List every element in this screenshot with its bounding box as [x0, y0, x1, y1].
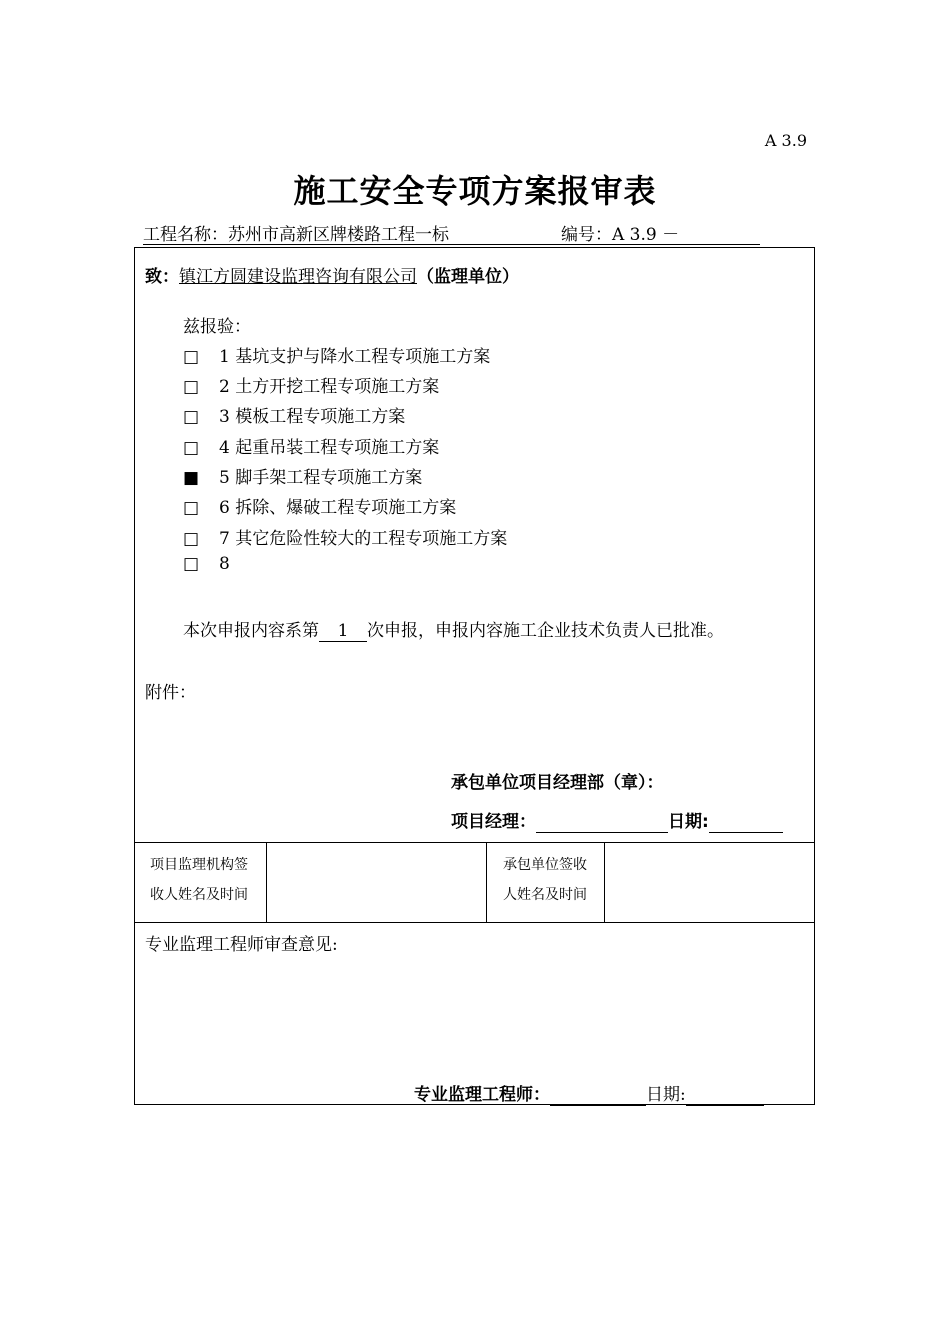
contractor-receipt-label-1: 承包单位签收: [503, 857, 587, 873]
plan-item: [183, 402, 405, 427]
plan-item-label: 3 模板工程专项施工方案: [219, 407, 406, 427]
plan-item: [183, 463, 422, 488]
to-label: 致：: [145, 267, 179, 287]
engineer-line: [414, 1080, 764, 1106]
checkbox[interactable]: □: [183, 554, 200, 574]
declaration-after: 次申报，申报内容施工企业技术负责人已批准。: [367, 621, 724, 641]
supervisor-receipt-label-1: 项目监理机构签: [150, 857, 248, 873]
checkbox[interactable]: □: [183, 438, 200, 458]
plan-item-label: 5 脚手架工程专项施工方案: [219, 468, 423, 488]
manager-line: [451, 807, 783, 833]
manager-signature-field[interactable]: [536, 812, 668, 833]
submission-section: [135, 248, 814, 843]
checkbox[interactable]: □: [183, 347, 200, 367]
manager-date-label: 日期:: [668, 812, 709, 832]
project-label: 工程名称：: [143, 225, 228, 245]
checkbox[interactable]: □: [183, 498, 200, 518]
receipt-section: [135, 843, 814, 923]
engineer-date-field[interactable]: [686, 1085, 764, 1106]
plan-item-label: 7 其它危险性较大的工程专项施工方案: [219, 529, 508, 549]
submit-intro: 兹报验：: [183, 317, 251, 337]
unit-suffix: （监理单位）: [417, 267, 519, 287]
supervisor-receipt-label-cell: [135, 843, 267, 922]
project-name: 苏州市高新区牌楼路工程一标: [228, 225, 449, 245]
page-title: 施工安全专项方案报审表: [293, 172, 657, 210]
plan-item-label: 8: [219, 554, 230, 574]
checkbox[interactable]: □: [183, 407, 200, 427]
plan-item: [183, 493, 456, 518]
plan-item: [183, 524, 507, 549]
submission-count[interactable]: 1: [319, 621, 367, 642]
review-opinion-label: 专业监理工程师审查意见:: [145, 935, 338, 955]
number-label: 编号：: [561, 225, 612, 245]
form-code: A 3.9: [764, 131, 807, 150]
checkbox[interactable]: □: [183, 529, 200, 549]
manager-date-field[interactable]: [709, 812, 783, 833]
plan-item-label: 6 拆除、爆破工程专项施工方案: [219, 498, 457, 518]
supervisor-receipt-value-cell[interactable]: [267, 843, 487, 922]
plan-item-label: 4 起重吊装工程专项施工方案: [219, 438, 440, 458]
contractor-dept-label: 承包单位项目经理部（章）：: [451, 773, 664, 793]
checkbox-checked[interactable]: ■: [183, 468, 200, 488]
plan-item-label: 1 基坑支护与降水工程专项施工方案: [219, 347, 491, 367]
contractor-receipt-value-cell[interactable]: [605, 843, 814, 922]
number-info: [561, 220, 679, 245]
plan-item: [183, 342, 490, 367]
project-info: [143, 220, 449, 245]
declaration: [183, 616, 724, 642]
checkbox[interactable]: □: [183, 377, 200, 397]
recipient-line: [145, 262, 519, 287]
approval-form: [134, 247, 815, 1105]
contractor-receipt-label-2: 人姓名及时间: [503, 887, 587, 903]
plan-item: [183, 433, 439, 458]
engineer-signature-field[interactable]: [550, 1085, 646, 1106]
manager-label: 项目经理：: [451, 812, 536, 832]
plan-item: [183, 554, 230, 574]
plan-item-label: 2 土方开挖工程专项施工方案: [219, 377, 440, 397]
attachment-label: 附件：: [145, 683, 196, 703]
engineer-date-label: 日期:: [646, 1085, 686, 1105]
declaration-before: 本次申报内容系第: [183, 621, 319, 641]
supervision-unit: 镇江方圆建设监理咨询有限公司: [179, 267, 417, 287]
contractor-receipt-label-cell: [487, 843, 605, 922]
number-value: A 3.9 －: [612, 225, 680, 245]
plan-item: [183, 372, 439, 397]
header-line: [143, 220, 760, 245]
engineer-label: 专业监理工程师：: [414, 1085, 550, 1105]
review-section: [135, 923, 814, 1104]
supervisor-receipt-label-2: 收人姓名及时间: [150, 887, 248, 903]
